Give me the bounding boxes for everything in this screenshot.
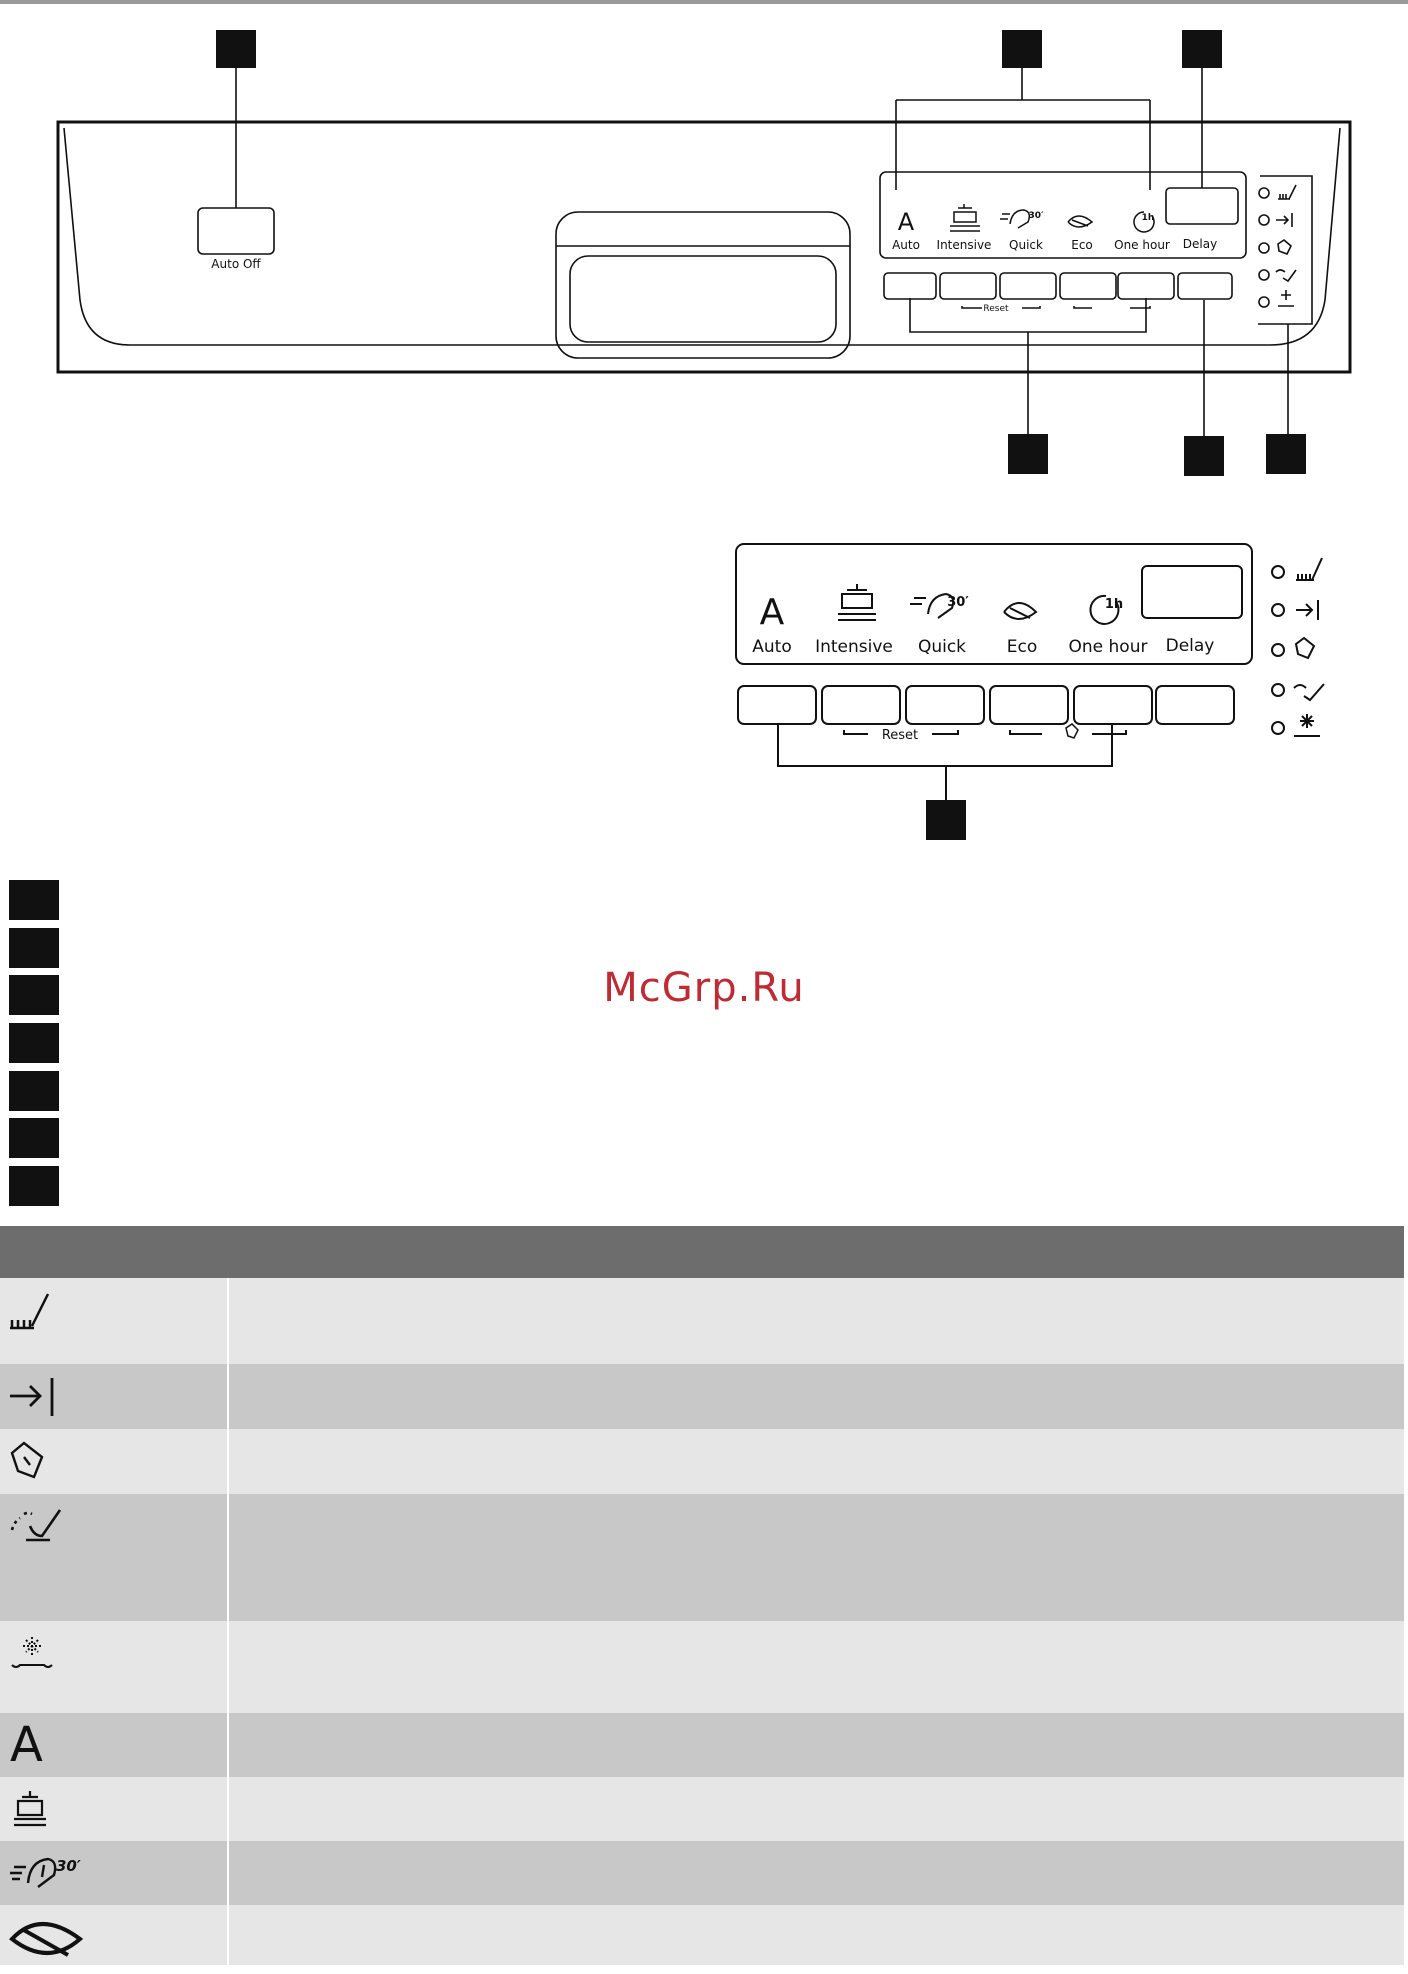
legend-marker-6	[9, 1118, 59, 1158]
panel-button-2	[940, 273, 996, 299]
panel-button-3	[1000, 273, 1056, 299]
prog-onehour-badge: 1h	[1141, 213, 1155, 223]
quick-icon-badge: 30′	[56, 1857, 81, 1875]
table-row	[0, 1494, 1404, 1621]
detail-delay-display	[1142, 566, 1242, 618]
end-icon	[8, 1374, 58, 1418]
table-row	[0, 1621, 1404, 1713]
detail-rinse-aid-icon	[1296, 558, 1322, 580]
callout-2	[1002, 30, 1042, 68]
callout-4	[1008, 434, 1048, 474]
detail-button-4	[990, 686, 1068, 724]
table-row	[0, 1278, 1404, 1364]
panel-button-6	[1178, 273, 1232, 299]
detail-button-3	[906, 686, 984, 724]
detail-salt-icon	[1294, 714, 1320, 736]
auto-icon	[8, 1717, 52, 1767]
prog-auto-label: Auto	[892, 238, 920, 252]
detail-button-1	[738, 686, 816, 724]
callout-7	[926, 800, 966, 840]
detail-delay-label: Delay	[1165, 636, 1215, 656]
eco-icon	[1068, 216, 1092, 227]
legend-marker-7	[9, 1166, 59, 1206]
panel-button-1	[884, 273, 936, 299]
prog-onehour-label: One hour	[1114, 238, 1170, 252]
intensive-icon	[8, 1787, 52, 1831]
detail-end-icon	[1296, 600, 1318, 620]
rinse-aid-icon	[8, 1288, 52, 1332]
delay-label: Delay	[1182, 237, 1218, 251]
auto-off-button	[198, 208, 274, 254]
detail-auto-letter: A	[759, 592, 785, 633]
detail-eco-icon	[1004, 603, 1036, 619]
panel-button-4	[1060, 273, 1116, 299]
prog-eco-label: Eco	[1071, 238, 1093, 252]
callout-5	[1184, 436, 1224, 476]
detail-intensive-icon	[838, 584, 876, 620]
symbols-table	[0, 1226, 1404, 1965]
legend-marker-2	[9, 928, 59, 968]
detail-auto-label: Auto	[752, 637, 792, 657]
detail-button-2	[822, 686, 900, 724]
detail-intensive-label: Intensive	[815, 637, 893, 657]
panel-button-5	[1118, 273, 1174, 299]
prog-auto-letter: A	[897, 208, 915, 236]
control-panel-detail	[0, 530, 1408, 850]
detail-onehour-label: One hour	[1068, 637, 1148, 657]
prog-quick-badge: 30′	[1028, 211, 1044, 221]
quick-icon	[8, 1851, 88, 1895]
delay-display	[1166, 188, 1238, 224]
detail-quick-label: Quick	[917, 637, 967, 657]
table-row	[0, 1777, 1404, 1841]
extra-dry-icon	[8, 1504, 64, 1548]
control-panel-diagram	[0, 0, 1408, 490]
panel-inner-curve	[64, 128, 1340, 345]
salt-icon	[8, 1631, 56, 1675]
prog-intensive-label: Intensive	[936, 238, 992, 252]
legend-marker-1	[9, 880, 59, 920]
detail-button-6	[1156, 686, 1234, 724]
table-row	[0, 1364, 1404, 1429]
detail-eco-label: Eco	[1006, 637, 1038, 657]
quick-icon	[1000, 210, 1029, 228]
door-handle	[556, 212, 850, 358]
door-handle-grip	[570, 256, 836, 342]
legend-marker-5	[9, 1071, 59, 1111]
table-header	[0, 1226, 1404, 1278]
prog-quick-label: Quick	[1009, 238, 1043, 252]
legend-marker-4	[9, 1023, 59, 1063]
callout-1	[216, 30, 256, 68]
auto-off-label: Auto Off	[211, 257, 261, 271]
detail-reset-label: Reset	[881, 728, 919, 743]
auto-icon-letter: A	[10, 1717, 43, 1767]
detail-button-5	[1074, 686, 1152, 724]
callout-6	[1266, 434, 1306, 474]
watermark: McGrp.Ru	[603, 965, 805, 1011]
detail-quick-badge: 30′	[947, 595, 969, 610]
table-row	[0, 1841, 1404, 1905]
callout-3	[1182, 30, 1222, 68]
machine-care-icon	[8, 1439, 48, 1483]
detail-onehour-badge: 1h	[1104, 597, 1124, 612]
eco-icon	[8, 1915, 88, 1961]
table-row	[0, 1905, 1404, 1965]
detail-care-icon	[1296, 638, 1314, 658]
table-row	[0, 1429, 1404, 1494]
reset-label: Reset	[983, 304, 1009, 314]
detail-dry-icon	[1294, 684, 1324, 700]
table-row	[0, 1713, 1404, 1777]
intensive-icon	[950, 204, 980, 231]
